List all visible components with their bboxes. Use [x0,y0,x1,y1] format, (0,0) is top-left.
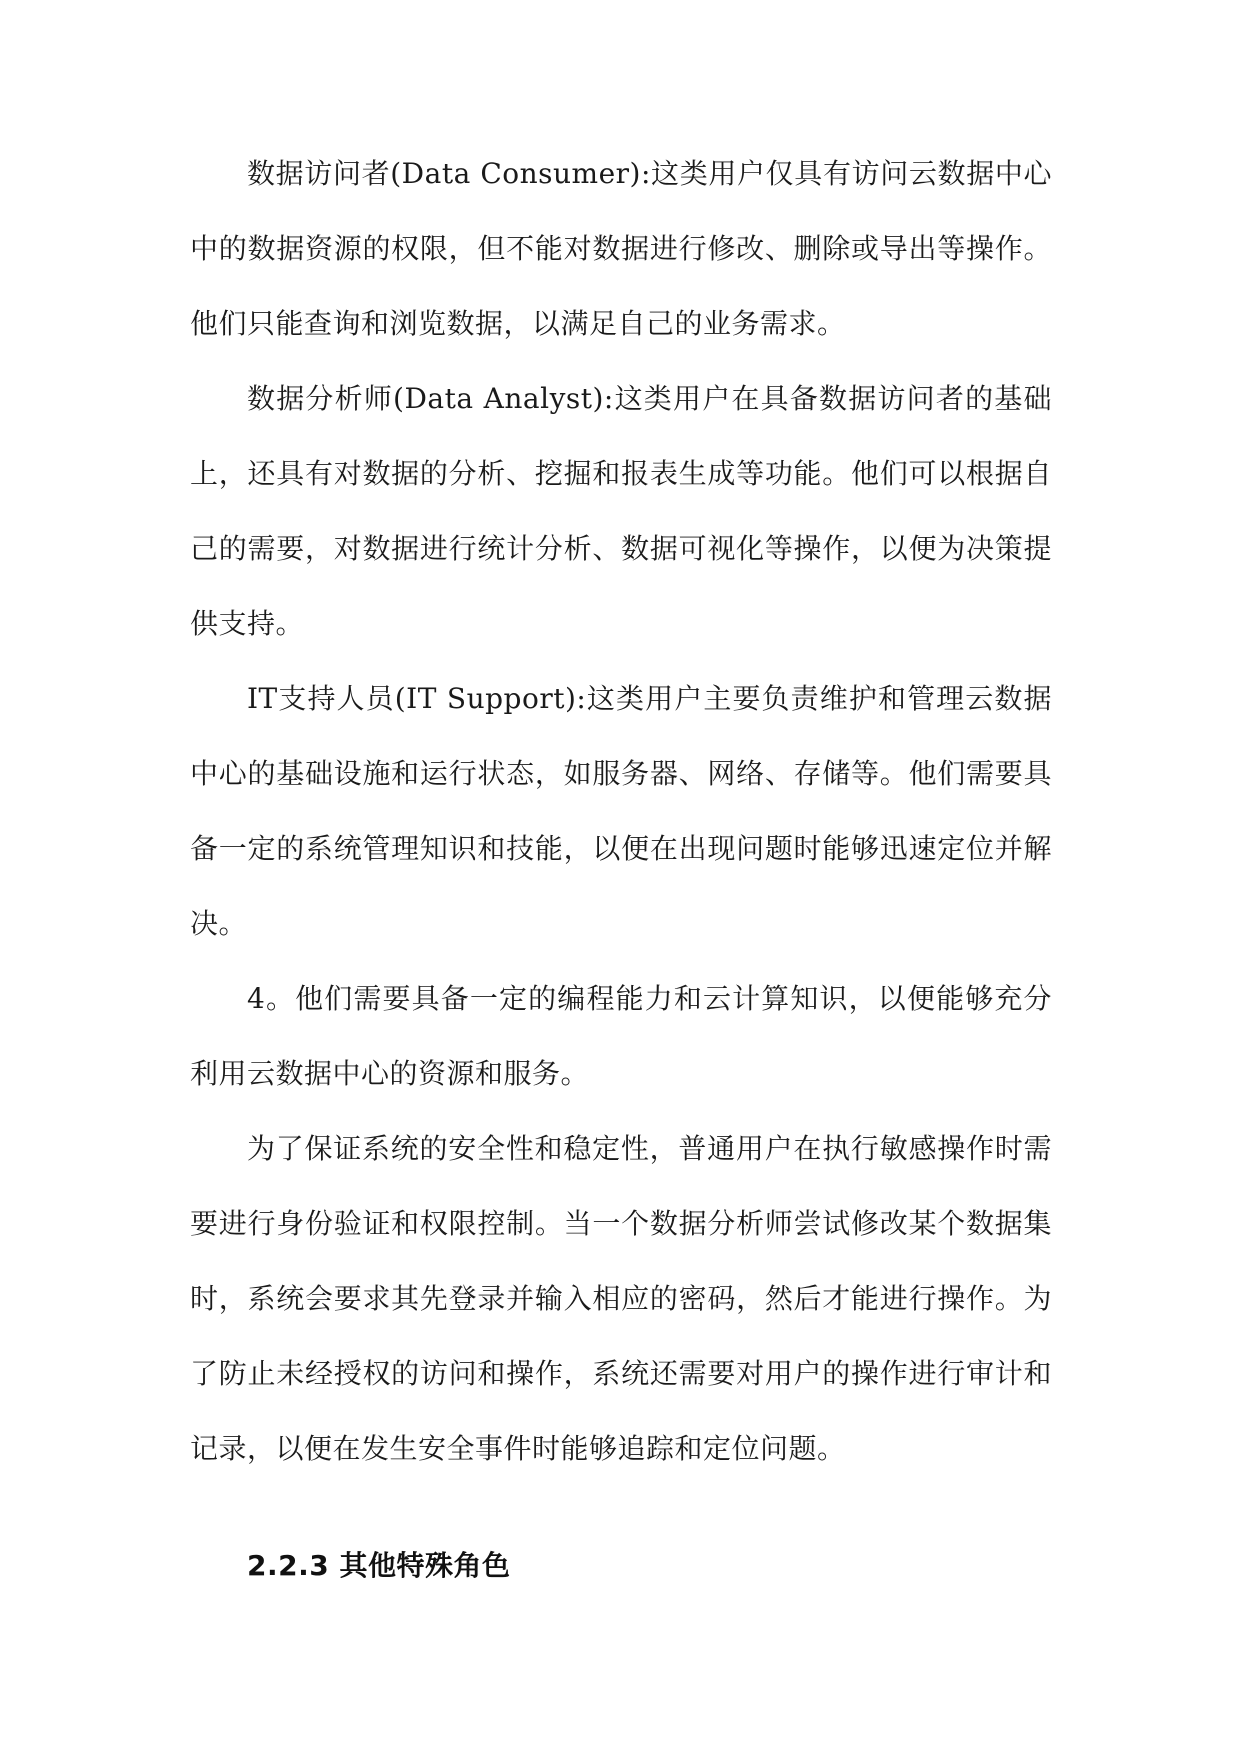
paragraph-programming-skills: 4。他们需要具备一定的编程能力和云计算知识，以便能够充分利用云数据中心的资源和服务。 [190,982,1052,1090]
body-text [190,136,1052,1486]
paragraph-data-consumer: 数据访问者(Data Consumer):这类用户仅具有访问云数据中心中的数据资源的权限，但不能对数据进行修改、删除或导出等操作。他们只能查询和浏览数据，以满足自己的业务需求。 [190,157,1052,340]
paragraph-data-analyst: 数据分析师(Data Analyst):这类用户在具备数据访问者的基础上，还具有对数据的分析、挖掘和报表生成等功能。他们可以根据自己的需要，对数据进行统计分析、数据可视化等操作，以便为决策提供支持。 [190,382,1052,640]
paragraph-security: 为了保证系统的安全性和稳定性，普通用户在执行敏感操作时需要进行身份验证和权限控制。当一个数据分析师尝试修改某个数据集时，系统会要求其先登录并输入相应的密码，然后才能进行操作。为了防止未经授权的访问和操作，系统还需要对用户的操作进行审计和记录，以便在发生安全事件时能够追踪和定位问题。 [190,1132,1052,1465]
paragraph-it-support: IT支持人员(IT Support):这类用户主要负责维护和管理云数据中心的基础设施和运行状态，如服务器、网络、存储等。他们需要具备一定的系统管理知识和技能，以便在出现问题时能够迅速定位并解决。 [190,682,1052,940]
section-heading: 2.2.3 其他特殊角色 [247,1549,511,1582]
